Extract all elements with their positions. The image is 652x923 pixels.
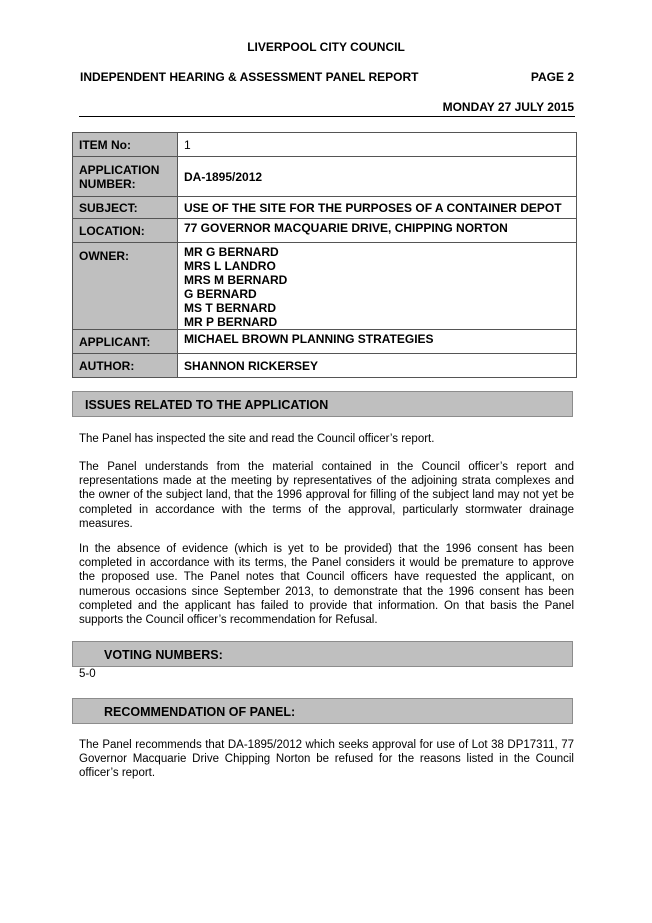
location-label: LOCATION: [73,219,178,243]
subject-label: SUBJECT: [73,197,178,219]
report-title: INDEPENDENT HEARING & ASSESSMENT PANEL REPORT [80,70,419,84]
owner-name: MRS M BERNARD [184,273,288,287]
owner-label: OWNER: [73,243,178,330]
applicant-value: MICHAEL BROWN PLANNING STRATEGIES [178,330,577,354]
author-label: AUTHOR: [73,354,178,378]
recommendation-section-heading [72,698,573,724]
application-number-label [73,157,178,197]
applicant-label: APPLICANT: [73,330,178,354]
table-row [73,330,577,354]
application-number-label-line2: NUMBER: [79,176,136,191]
council-name: LIVERPOOL CITY COUNCIL [247,40,405,54]
application-number-value: DA-1895/2012 [178,157,577,197]
issues-section-heading [72,391,573,417]
recommendation-heading-text: RECOMMENDATION OF PANEL: [104,705,296,719]
voting-section-heading [72,641,573,667]
voting-result: 5-0 [79,668,96,680]
header-divider [79,116,575,117]
issues-paragraph: The Panel has inspected the site and read the Council officer’s report. [79,433,435,445]
location-value: 77 GOVERNOR MACQUARIE DRIVE, CHIPPING NORTON [178,219,577,243]
owner-name: G BERNARD [184,287,257,301]
author-value: SHANNON RICKERSEY [178,354,577,378]
application-info-table [72,132,577,378]
owner-name: MRS L LANDRO [184,259,276,273]
voting-heading-text: VOTING NUMBERS: [104,648,223,662]
table-row [73,243,577,330]
owner-name: MS T BERNARD [184,301,276,315]
table-row [73,197,577,219]
owner-name: MR G BERNARD [184,245,279,259]
issues-paragraph: The Panel understands from the material contained in the Council officer’s report and representations made at the meeting by representatives of the adjoining strata complexes and the owner of the subject land, that the 1996 approval for filling of the subject land may not yet be completed in accordance with the terms of the approval, particularly stormwater drainage measures. [79,461,574,530]
item-no-value: 1 [178,133,577,157]
owner-value [178,243,577,330]
issues-paragraph: In the absence of evidence (which is yet to be provided) that the 1996 consent has been completed in accordance with its terms, the Panel considers it would be premature to approve the proposed use. The Panel notes that Council officers have requested the applicant, on numerous occasions since September 2013, to demonstrate that the 1996 consent has been completed and the applicant has failed to provide that information. On that basis the Panel supports the Council officer’s recommendation for Refusal. [79,543,574,627]
table-row [73,157,577,197]
report-date: MONDAY 27 JULY 2015 [442,100,574,114]
application-number-label-line1: APPLICATION [79,162,160,177]
subject-value: USE OF THE SITE FOR THE PURPOSES OF A CONTAINER DEPOT [178,197,577,219]
issues-heading-text: ISSUES RELATED TO THE APPLICATION [85,398,329,412]
table-row [73,354,577,378]
table-row [73,133,577,157]
item-no-label: ITEM No: [73,133,178,157]
page-number: PAGE 2 [530,70,574,84]
table-row [73,219,577,243]
owner-name: MR P BERNARD [184,315,278,329]
recommendation-paragraph: The Panel recommends that DA-1895/2012 which seeks approval for use of Lot 38 DP17311, 77 Governor Macquarie Drive Chipping Norton be refused for the reasons listed in the Council officer’s report. [79,739,574,780]
